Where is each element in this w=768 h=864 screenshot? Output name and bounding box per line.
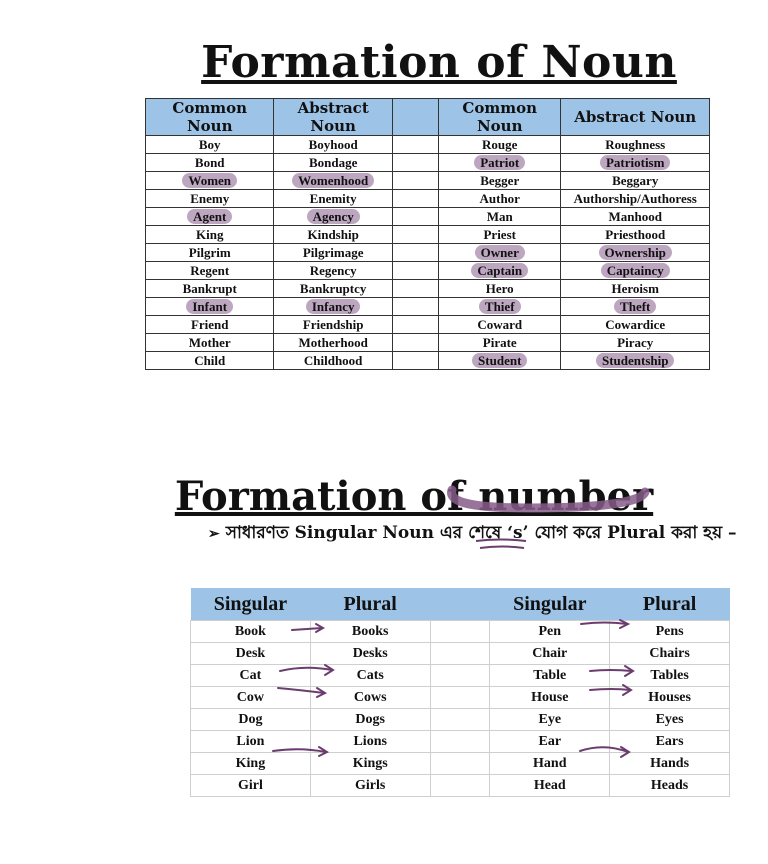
table-row (191, 709, 730, 731)
table-row (146, 208, 710, 226)
cell-text: Roughness (605, 136, 666, 152)
cell-text: Man (486, 208, 513, 224)
cell-text: Patriotism (600, 155, 670, 170)
table-cell: Girls (310, 775, 430, 797)
cell-text: Infancy (306, 299, 361, 314)
gap-cell (392, 316, 438, 334)
column-header: Abstract Noun (274, 99, 392, 136)
gap-cell (392, 154, 438, 172)
cell-text: Regent (190, 262, 230, 278)
cell-text: Bondage (308, 154, 358, 170)
gap-cell (392, 172, 438, 190)
plural-rule-text (208, 520, 737, 548)
rule-text: সাধারণত Singular Noun এর শেষে ‘s’ যোগ করে Plural করা হয় – (225, 523, 737, 543)
gap-cell (430, 643, 490, 665)
cell-text: Bond (194, 154, 225, 170)
cell-text: Begger (480, 172, 520, 188)
table-row (146, 334, 710, 352)
cell-text: Boy (198, 136, 221, 152)
table-cell (561, 334, 710, 352)
cell-text: Priesthood (605, 226, 666, 242)
cell-text: Author (479, 190, 520, 206)
table-cell (439, 280, 561, 298)
cell-text: Enemy (190, 190, 230, 206)
cell-text: Boyhood (308, 136, 358, 152)
table-cell (146, 244, 274, 262)
cell-text: Bankrupt (182, 280, 237, 296)
table-cell (146, 172, 274, 190)
table-cell (561, 154, 710, 172)
cell-text: Thief (479, 299, 521, 314)
table-cell (146, 154, 274, 172)
table-cell (146, 316, 274, 334)
table-cell (274, 316, 392, 334)
cell-text: Bankruptcy (299, 280, 367, 296)
table-cell: Cow (191, 687, 311, 709)
table-cell (274, 334, 392, 352)
cell-text: Regency (309, 262, 357, 278)
table-cell (146, 208, 274, 226)
table-cell (274, 298, 392, 316)
table-cell: Tables (610, 665, 730, 687)
cell-text: Pilgrimage (302, 244, 364, 260)
table-row (191, 775, 730, 797)
cell-text: Mother (188, 334, 231, 350)
gap-cell (392, 280, 438, 298)
cell-text: Authorship/Authoress (573, 190, 697, 206)
gap-cell (392, 244, 438, 262)
table-cell (274, 154, 392, 172)
gap-cell (392, 136, 438, 154)
table-cell: Kings (310, 753, 430, 775)
table-cell (561, 190, 710, 208)
table-cell (561, 208, 710, 226)
table-header-row (146, 99, 710, 136)
table-cell: Eye (490, 709, 610, 731)
cell-text: Captain (471, 263, 528, 278)
gap-cell (430, 687, 490, 709)
cell-text: Piracy (617, 334, 654, 350)
table-cell: Houses (610, 687, 730, 709)
gap-cell (430, 731, 490, 753)
table-row (146, 352, 710, 370)
gap-cell (392, 334, 438, 352)
column-header: Common Noun (439, 99, 561, 136)
table-row (191, 643, 730, 665)
gap-cell (430, 753, 490, 775)
gap-cell (430, 621, 490, 643)
column-header: Plural (610, 588, 730, 621)
table-cell (146, 262, 274, 280)
table-cell (439, 316, 561, 334)
table-cell (146, 280, 274, 298)
table-cell: Lion (191, 731, 311, 753)
cell-text: Pilgrim (188, 244, 231, 260)
table-cell (439, 298, 561, 316)
cell-text: Beggary (612, 172, 659, 188)
table-cell (274, 352, 392, 370)
table-cell (439, 334, 561, 352)
column-header: Common Noun (146, 99, 274, 136)
gap-cell (430, 775, 490, 797)
table-cell: Lions (310, 731, 430, 753)
table-row (146, 280, 710, 298)
gap-cell (392, 190, 438, 208)
cell-text: Student (472, 353, 527, 368)
table-cell: Book (191, 621, 311, 643)
noun-formation-table (145, 98, 710, 370)
gap-cell (430, 665, 490, 687)
cell-text: Theft (614, 299, 656, 314)
gap-cell (392, 352, 438, 370)
table-cell: Chairs (610, 643, 730, 665)
table-cell (439, 172, 561, 190)
gap-cell (392, 298, 438, 316)
table-row (191, 753, 730, 775)
cell-text: Owner (475, 245, 525, 260)
gap-cell (392, 208, 438, 226)
table-cell (561, 280, 710, 298)
table-cell (439, 190, 561, 208)
table-row (191, 687, 730, 709)
table-cell (439, 244, 561, 262)
gap-cell (430, 709, 490, 731)
cell-text: Captaincy (601, 263, 670, 278)
table-cell: Dogs (310, 709, 430, 731)
table-cell: Ear (490, 731, 610, 753)
table-cell (146, 190, 274, 208)
cell-text: Kindship (307, 226, 359, 242)
table-cell: Cat (191, 665, 311, 687)
table-cell: Pen (490, 621, 610, 643)
cell-text: Studentship (596, 353, 674, 368)
bullet-arrow-icon: ➢ (208, 526, 220, 542)
table-row (146, 298, 710, 316)
column-header: Singular (490, 588, 610, 621)
table-row (191, 665, 730, 687)
cell-text: Cowardice (605, 316, 666, 332)
table-cell (561, 136, 710, 154)
table-cell (561, 316, 710, 334)
table-cell (146, 298, 274, 316)
table-cell (561, 244, 710, 262)
cell-text: Womenhood (292, 173, 374, 188)
cell-text: Manhood (608, 208, 662, 224)
table-cell: Table (490, 665, 610, 687)
table-cell: Head (490, 775, 610, 797)
cell-text: Pirate (482, 334, 517, 350)
number-formation-table (190, 588, 730, 797)
table-cell (274, 226, 392, 244)
table-cell: King (191, 753, 311, 775)
cell-text: Priest (483, 226, 516, 242)
table-cell (274, 262, 392, 280)
table-cell (561, 172, 710, 190)
table-cell: Hands (610, 753, 730, 775)
cell-text: Enemity (309, 190, 357, 206)
table-cell (274, 172, 392, 190)
table-cell (561, 226, 710, 244)
table-cell (439, 262, 561, 280)
table-cell: Hand (490, 753, 610, 775)
cell-text: Agency (307, 209, 360, 224)
cell-text: Heroism (611, 280, 659, 296)
cell-text: Friendship (302, 316, 364, 332)
column-header: Singular (191, 588, 311, 621)
table-row (146, 262, 710, 280)
gap-column-header (430, 588, 490, 621)
table-cell (146, 352, 274, 370)
table-row (146, 316, 710, 334)
table-cell (146, 334, 274, 352)
table-row (191, 731, 730, 753)
table-row (146, 172, 710, 190)
table-cell (439, 136, 561, 154)
table-cell: Pens (610, 621, 730, 643)
cell-text: Child (194, 352, 226, 368)
table-row (146, 244, 710, 262)
table-row (146, 154, 710, 172)
cell-text: Motherhood (298, 334, 368, 350)
cell-text: Patriot (474, 155, 525, 170)
gap-cell (392, 226, 438, 244)
gap-cell (392, 262, 438, 280)
table-cell: Desks (310, 643, 430, 665)
table-row (146, 136, 710, 154)
table-header-row (191, 588, 730, 621)
cell-text: Women (182, 173, 237, 188)
table-cell: Cats (310, 665, 430, 687)
table-cell (439, 208, 561, 226)
table-cell (146, 226, 274, 244)
table-cell (274, 244, 392, 262)
table-cell (561, 352, 710, 370)
cell-text: Hero (485, 280, 514, 296)
cell-text: Infant (186, 299, 233, 314)
table-row (191, 621, 730, 643)
gap-column-header (392, 99, 438, 136)
cell-text: Agent (187, 209, 232, 224)
table-cell (146, 136, 274, 154)
table-cell: Girl (191, 775, 311, 797)
table-cell (439, 154, 561, 172)
table-cell (274, 190, 392, 208)
number-section-title: Formation of number (174, 472, 654, 520)
cell-text: Ownership (599, 245, 672, 260)
cell-text: Friend (190, 316, 229, 332)
table-cell: Cows (310, 687, 430, 709)
table-cell (561, 298, 710, 316)
table-cell (439, 226, 561, 244)
cell-text: King (195, 226, 224, 242)
table-cell (274, 136, 392, 154)
table-cell (274, 208, 392, 226)
table-cell (561, 262, 710, 280)
table-cell: Chair (490, 643, 610, 665)
table-cell: Ears (610, 731, 730, 753)
column-header: Abstract Noun (561, 99, 710, 136)
cell-text: Childhood (303, 352, 363, 368)
table-cell: Books (310, 621, 430, 643)
table-cell: House (490, 687, 610, 709)
cell-text: Rouge (482, 136, 518, 152)
table-cell: Eyes (610, 709, 730, 731)
table-cell (439, 352, 561, 370)
cell-text: Coward (477, 316, 523, 332)
table-cell: Heads (610, 775, 730, 797)
table-cell: Dog (191, 709, 311, 731)
table-cell (274, 280, 392, 298)
column-header: Plural (310, 588, 430, 621)
table-row (146, 226, 710, 244)
table-row (146, 190, 710, 208)
table-cell: Desk (191, 643, 311, 665)
noun-section-title: Formation of Noun (201, 37, 677, 89)
